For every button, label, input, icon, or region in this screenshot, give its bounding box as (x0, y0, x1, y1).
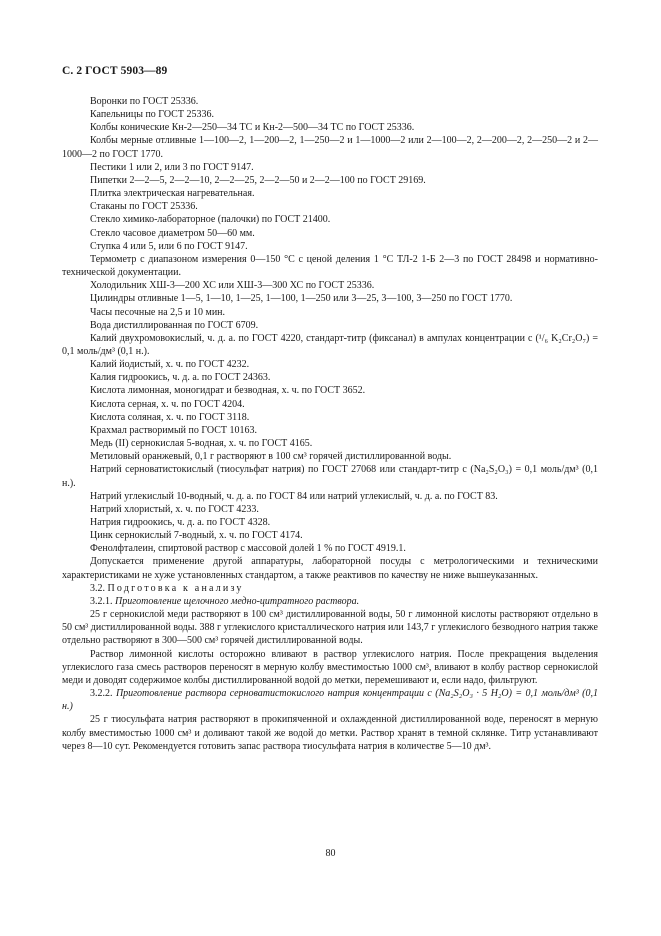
paragraph: 25 г тиосульфата натрия растворяют в прокипяченной и охлажденной дистиллированной воде, переносят в мерную колбу вместимостью 1000 см³ и доливают такой же водой до метки. Раствор хранят в темной склянке. Титр устанавливают через 8—10 сут. Рекомендуется готовить запас раствора тиосульфата натрия в количестве 5—10 дм³. (62, 714, 598, 752)
section-title: Приготовление щелочного медно-цитратного раствора. (115, 595, 360, 607)
page-number: 80 (325, 848, 336, 859)
section-heading-3-2-2 (62, 687, 598, 713)
paragraph: Цилиндры отливные 1—5, 1—10, 1—25, 1—100, 1—250 или 3—25, 3—100, 3—250 по ГОСТ 1770. (90, 293, 513, 305)
paragraph: Пипетки 2—2—5, 2—2—10, 2—2—25, 2—2—50 и 2—2—100 по ГОСТ 29169. (90, 174, 426, 186)
paragraph: Допускается применение другой аппаратуры, лабораторной посуды с метрологическими и техническими характеристиками не хуже установленных стандартом, а также реактивов по качеству не ниже вышеуказанных. (62, 556, 598, 581)
paragraph: Пестики 1 или 2, или 3 по ГОСТ 9147. (90, 161, 254, 173)
paragraph: Вода дистиллированная по ГОСТ 6709. (90, 319, 259, 331)
section-number: 3.2.1. (90, 595, 113, 607)
section-title: Подготовка к анализу (107, 582, 244, 594)
paragraph: Натрий серноватистокислый (тиосульфат натрия) по ГОСТ 27068 или стандарт-титр с (Na₂S₂O₃) = 0,1 моль/дм³ (0,1 н.). (62, 464, 598, 489)
paragraph: 25 г сернокислой меди растворяют в 100 см³ дистиллированной воды, 50 г лимонной кислоты растворяют отдельно в 50 см³ дистиллированной воды. 388 г углекислого кристаллического натрия или 143,7 г углекислого безводного натрия также отдельно растворяют в 300—500 см³ горячей дистиллированной воды. (62, 609, 598, 647)
paragraph: Часы песочные на 2,5 и 10 мин. (90, 306, 226, 318)
paragraph: Колбы конические Кн-2—250—34 ТС и Кн-2—500—34 ТС по ГОСТ 25336. (90, 122, 415, 134)
document-body (62, 95, 598, 753)
section-title: Приготовление раствора серноватистокислого натрия концентрации с (Na₂S₂O₃ · 5 H₂O) = 0,1 моль/дм³ (0,1 н.) (62, 688, 599, 713)
paragraph: Стекло часовое диаметром 50—60 мм. (90, 227, 255, 239)
paragraph: Калий двухромовокислый, ч. д. а. по ГОСТ 4220, стандарт-титр (фиксанал) в ампулах концентрации с (¹/₆ K₂Cr₂O₇) = 0,1 моль/дм³ (0,1 н.). (62, 332, 598, 357)
section-heading-3-2-1 (62, 595, 598, 608)
paragraph: Фенолфталеин, спиртовой раствор с массовой долей 1 % по ГОСТ 4919.1. (90, 543, 406, 555)
paragraph: Ступка 4 или 5, или 6 по ГОСТ 9147. (90, 240, 248, 252)
paragraph: Капельницы по ГОСТ 25336. (90, 109, 214, 121)
paragraph: Метиловый оранжевый, 0,1 г растворяют в 100 см³ горячей дистиллированной воды. (90, 451, 452, 463)
paragraph: Воронки по ГОСТ 25336. (90, 96, 199, 107)
paragraph: Раствор лимонной кислоты осторожно вливают в раствор углекислого натрия. После прекращения выделения углекислого газа смесь растворов переносят в мерную колбу вместимостью 1000 см³, вливают в колбу раствор сернокислой меди и доводят содержимое колбы дистиллированной водой до метки, перемешивают и, если надо, фильтруют. (62, 648, 598, 686)
paragraph: Натрий хлористый, х. ч. по ГОСТ 4233. (90, 503, 259, 515)
paragraph: Калия гидроокись, ч. д. а. по ГОСТ 24363. (90, 372, 271, 384)
paragraph: Плитка электрическая нагревательная. (90, 188, 255, 200)
section-number: 3.2.2. (90, 688, 113, 700)
paragraph: Стекло химико-лабораторное (палочки) по ГОСТ 21400. (90, 214, 331, 226)
paragraph: Медь (II) сернокислая 5-водная, х. ч. по ГОСТ 4165. (90, 438, 313, 450)
paragraph: Стаканы по ГОСТ 25336. (90, 201, 198, 213)
paragraph: Кислота лимонная, моногидрат и безводная, х. ч. по ГОСТ 3652. (90, 385, 366, 397)
paragraph: Колбы мерные отливные 1—100—2, 1—200—2, 1—250—2 и 1—1000—2 или 2—100—2, 2—200—2, 2—250—2 и 2—1000—2 по ГОСТ 1770. (62, 135, 598, 160)
page-header: С. 2 ГОСТ 5903—89 (62, 65, 168, 77)
paragraph: Натрий углекислый 10-водный, ч. д. а. по ГОСТ 84 или натрий углекислый, ч. д. а. по ГОСТ 83. (90, 490, 498, 502)
equipment-list (62, 95, 598, 582)
paragraph: Натрия гидроокись, ч. д. а. по ГОСТ 4328. (90, 517, 271, 528)
paragraph: Кислота соляная, х. ч. по ГОСТ 3118. (90, 411, 250, 423)
paragraph: Термометр с диапазоном измерения 0—150 °С с ценой деления 1 °С ТЛ-2 1-Б 2—3 по ГОСТ 28498 и нормативно-технической документации. (62, 253, 598, 279)
paragraph: Холодильник ХШ-3—200 ХС или ХШ-3—300 ХС по ГОСТ 25336. (90, 280, 375, 292)
paragraph: Кислота серная, х. ч. по ГОСТ 4204. (90, 398, 245, 410)
section-heading-3-2 (62, 582, 598, 595)
paragraph: Крахмал растворимый по ГОСТ 10163. (90, 424, 258, 436)
paragraph: Калий йодистый, х. ч. по ГОСТ 4232. (90, 359, 250, 371)
paragraph: Цинк сернокислый 7-водный, х. ч. по ГОСТ 4174. (90, 530, 303, 542)
section-number: 3.2. (90, 582, 105, 594)
